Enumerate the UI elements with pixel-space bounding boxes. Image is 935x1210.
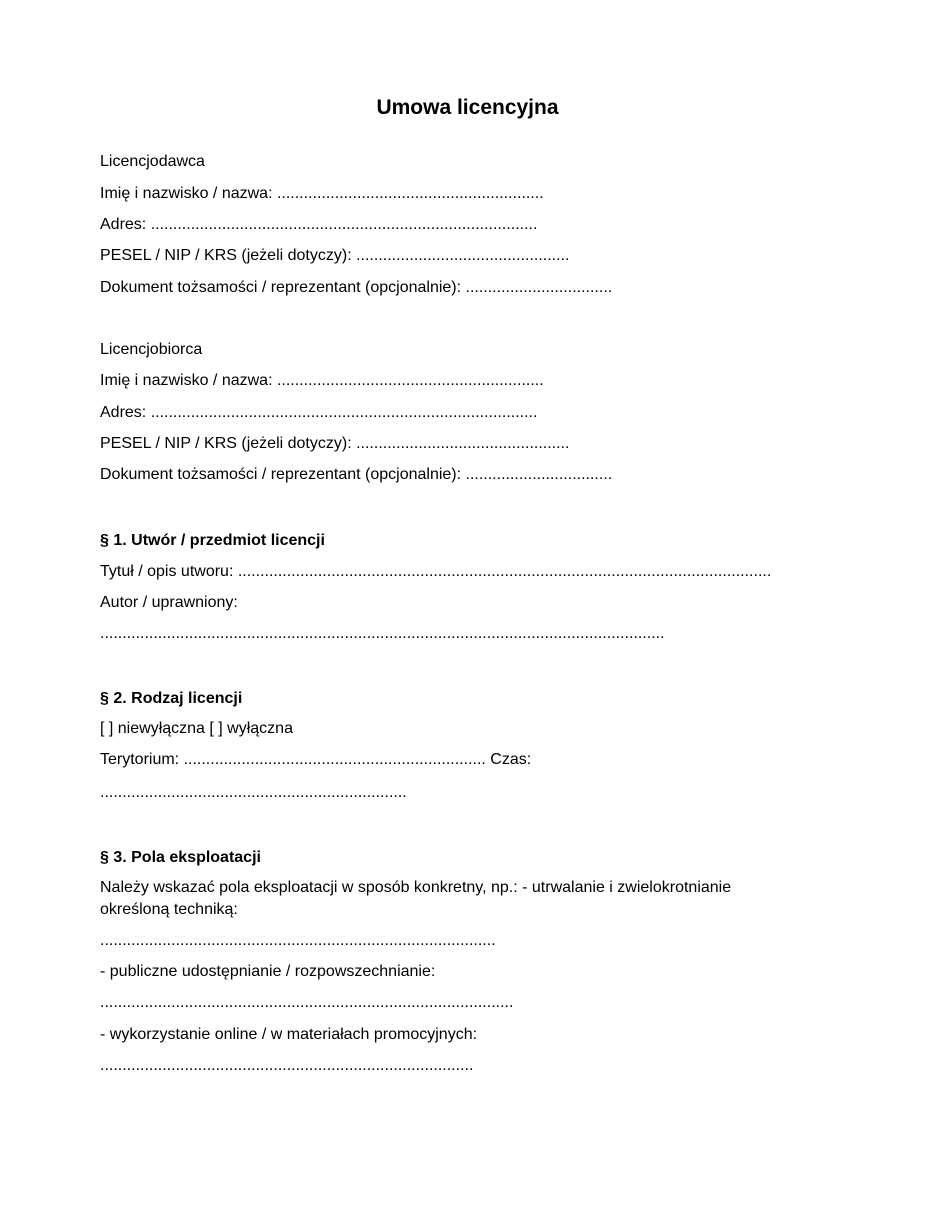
licensor-heading: Licencjodawca — [100, 153, 205, 170]
section1-heading: § 1. Utwór / przedmiot licencji — [100, 532, 325, 549]
section1-author-dots: ............................................................................................................................... — [100, 625, 665, 642]
section3-dots-1: ......................................................................................... — [100, 932, 496, 949]
licensor-id-field: PESEL / NIP / KRS (jeżeli dotyczy): ................................................ — [100, 247, 570, 264]
section3-heading: § 3. Pola eksploatacji — [100, 849, 261, 866]
document-title: Umowa licencyjna — [376, 96, 559, 119]
section2-territory-field: Terytorium: .................................................................... Czas: — [100, 751, 532, 768]
section1-author-label: Autor / uprawniony: — [100, 594, 238, 611]
section3-item-3: - wykorzystanie online / w materiałach promocyjnych: — [100, 1026, 478, 1043]
licensee-heading: Licencjobiorca — [100, 341, 203, 358]
section2-time-dots: ..................................................................... — [100, 784, 407, 801]
licensor-document-field: Dokument tożsamości / reprezentant (opcjonalnie): ................................. — [100, 279, 613, 296]
section2-license-options: [ ] niewyłączna [ ] wyłączna — [100, 720, 293, 737]
section1-title-field: Tytuł / opis utworu: ........................................................................................................................ — [100, 563, 772, 580]
section3-dots-3: .................................................................................... — [100, 1057, 474, 1074]
section2-heading: § 2. Rodzaj licencji — [100, 690, 243, 707]
licensee-id-field: PESEL / NIP / KRS (jeżeli dotyczy): ................................................ — [100, 435, 570, 452]
section3-item-2: - publiczne udostępnianie / rozpowszechnianie: — [100, 963, 436, 980]
licensor-address-field: Adres: ....................................................................................... — [100, 216, 538, 233]
licensee-address-field: Adres: ....................................................................................... — [100, 404, 538, 421]
licensor-name-field: Imię i nazwisko / nazwa: ............................................................ — [100, 185, 544, 202]
section3-dots-2: ............................................................................................. — [100, 994, 514, 1011]
section3-intro: Należy wskazać pola eksploatacji w sposób konkretny, np.: - utrwalanie i zwielokrotnianie określoną techniką: — [100, 879, 732, 918]
licensee-name-field: Imię i nazwisko / nazwa: ............................................................ — [100, 372, 544, 389]
licensee-document-field: Dokument tożsamości / reprezentant (opcjonalnie): ................................. — [100, 466, 613, 483]
